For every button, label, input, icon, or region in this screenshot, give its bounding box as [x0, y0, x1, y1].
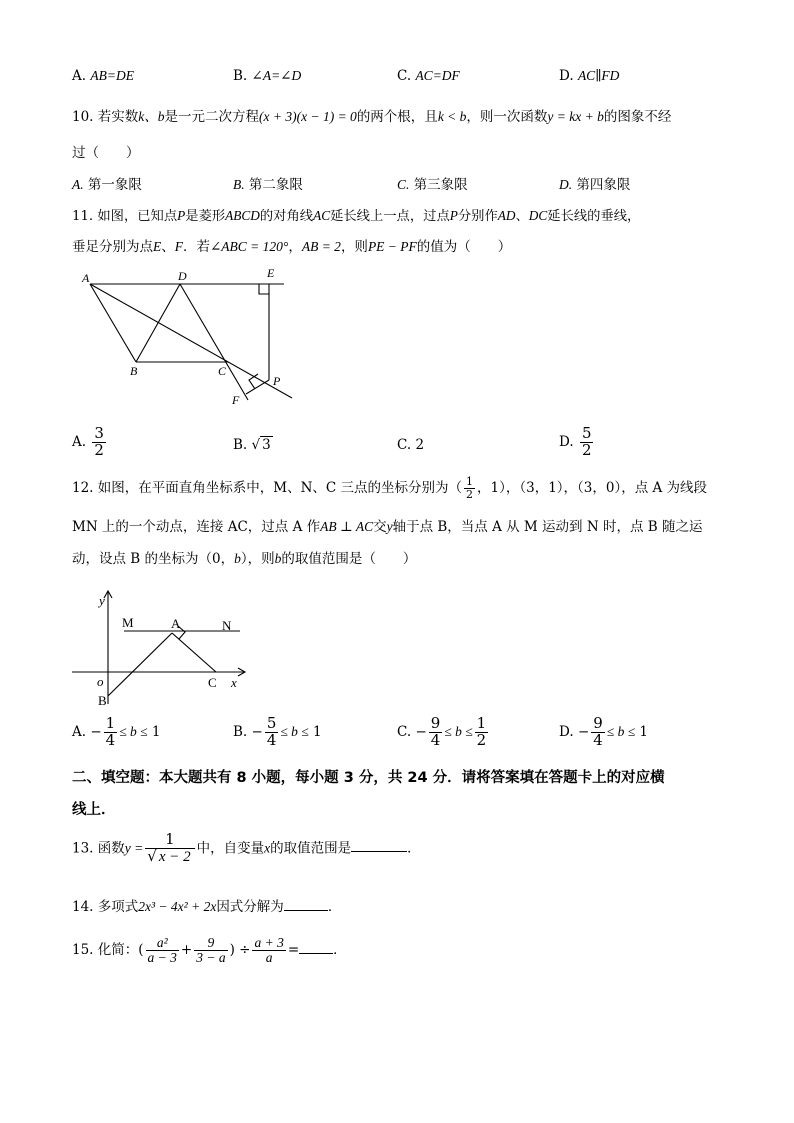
math: 2x³ − 4x² + 2x [138, 899, 217, 914]
label-f: F [232, 393, 240, 407]
inequality: ≤ b ≤ [444, 723, 473, 739]
label-e: E [267, 266, 275, 280]
label-origin: o [97, 674, 104, 689]
q12-option-d [559, 716, 648, 749]
text: 、 [515, 209, 529, 224]
text: ． [333, 942, 347, 959]
coordinate-figure [68, 586, 258, 710]
q12-option-b [233, 716, 322, 749]
minus-sign: − [415, 723, 427, 740]
denominator: 4 [105, 730, 116, 749]
section-2-heading-line-2: 线上． [72, 802, 116, 818]
math: AB = 2 [301, 239, 341, 254]
math: y [386, 519, 393, 534]
option-letter: B. [233, 437, 252, 453]
minus-sign: − [251, 723, 263, 740]
q11-option-c [397, 437, 424, 453]
text: 的值为（ ） [416, 239, 512, 255]
denominator: 4 [593, 730, 603, 749]
denominator: 2 [94, 440, 104, 459]
q9-option-d [559, 68, 619, 84]
label-n: N [222, 618, 232, 633]
sqrt-sign: √ [147, 846, 157, 865]
math: y = [124, 840, 144, 856]
fraction [104, 716, 118, 749]
fraction [145, 832, 194, 866]
upper-bound: 1 [151, 723, 161, 740]
q10-line-2: 过（ ） [72, 145, 140, 161]
label-c: C [218, 364, 227, 378]
q13-line [72, 832, 421, 866]
q11-option-d [559, 426, 595, 459]
q10-line-1 [72, 105, 671, 125]
section-2-heading-line-1: 二、填空题：本大题共有 8 小题，每小题 3 分，共 24 分．请将答案填在答题卡上的对应横 [72, 770, 665, 786]
option-text: 第二象限 [244, 177, 303, 193]
answer-blank[interactable] [284, 898, 328, 911]
q10-option-b [233, 173, 303, 193]
radicand: x − 2 [158, 848, 191, 865]
text: 的对角线 [259, 209, 314, 224]
math: P [449, 208, 458, 223]
math: E [153, 239, 162, 254]
text: 如图，在平面直角坐标系中，M、N、C 三点的坐标分别为（ [97, 480, 463, 496]
math: b [234, 551, 241, 566]
math: P [177, 208, 186, 223]
line-ap [90, 284, 292, 398]
q12-option-c [397, 716, 490, 749]
option-text: ∠A=∠D [251, 68, 302, 83]
q12-line-1 [72, 476, 707, 501]
label-x: x [231, 675, 237, 690]
text: ) ÷ [229, 942, 251, 959]
numerator: 5 [581, 424, 592, 442]
option-letter: B. [233, 68, 252, 84]
numerator: 9 [430, 714, 441, 732]
numerator: 9 [194, 936, 227, 951]
numerator: 9 [593, 714, 603, 732]
question-number: 14. [72, 899, 98, 915]
text: 中，自变量 [196, 840, 265, 857]
rhombus-figure [80, 262, 300, 412]
numerator: a + 3 [254, 935, 284, 950]
text: 的图象不经 [603, 109, 672, 125]
q12-option-a [72, 716, 160, 749]
text: ，1），（3，1），（3，0），点 A 为线段 [477, 480, 708, 496]
option-letter: B. [233, 177, 245, 192]
upper-bound: 1 [639, 723, 649, 740]
text: 多项式 [97, 899, 139, 915]
q14-line [72, 895, 341, 915]
label-p: P [273, 374, 281, 388]
option-letter: C. [397, 177, 410, 192]
upper-bound: 1 [313, 723, 322, 740]
text: MN 上的一个动点，连接 AC，过点 A 作 [72, 519, 321, 535]
q10-option-a [72, 173, 142, 193]
segment-ac [172, 633, 216, 672]
text: 交 [373, 519, 387, 535]
label-m: M [122, 615, 134, 630]
option-text: 第一象限 [83, 177, 142, 193]
fraction [591, 716, 605, 749]
fraction [429, 716, 443, 749]
q11-line-2 [72, 235, 511, 255]
text: 垂足分别为点 [72, 239, 153, 255]
numerator: 5 [266, 714, 277, 732]
math: ∠ABC = 120° [210, 239, 289, 254]
q11-option-b [233, 437, 273, 453]
text: 是一元二次方程 [164, 109, 260, 125]
q9-option-c [397, 68, 460, 84]
question-number: 15. [72, 942, 98, 959]
label-y: y [99, 593, 105, 608]
q11-line-1 [72, 205, 640, 224]
text: ，则一次函数 [466, 109, 548, 125]
option-text: 第三象限 [409, 177, 468, 193]
label-b: B [130, 364, 138, 378]
sqrt-sign: √ [251, 437, 261, 453]
answer-blank[interactable] [299, 941, 333, 954]
denominator: a [265, 950, 273, 966]
text: 、 [161, 239, 175, 255]
text: 如图，已知点 [97, 209, 178, 224]
q11-option-a [72, 426, 108, 459]
segment-ab [108, 633, 172, 696]
math: k、b [138, 109, 165, 124]
fraction [92, 426, 106, 459]
text: 的两个根，且 [356, 109, 438, 125]
option-letter: B. [233, 723, 252, 740]
math: k < b [437, 109, 467, 124]
text: ．若 [183, 239, 210, 255]
equals-sign: = [287, 942, 300, 959]
text: 延长线的垂线， [547, 209, 641, 224]
label-a: A [171, 616, 181, 631]
q10-option-d [559, 173, 630, 193]
option-letter: A. [72, 723, 91, 740]
math: PE − PF [367, 239, 417, 254]
text: 函数 [97, 840, 125, 857]
fraction [464, 476, 475, 500]
option-letter: A. [72, 177, 84, 192]
label-b: B [98, 693, 107, 708]
minus-sign: − [577, 723, 590, 740]
option-letter: A. [72, 433, 91, 450]
plus-sign: + [180, 942, 193, 959]
option-letter: C. [397, 68, 416, 84]
math: b [274, 551, 282, 566]
text: 因式分解为 [216, 899, 284, 915]
text: 若实数 [97, 109, 139, 125]
math: F [174, 239, 183, 254]
text: 分别作 [457, 209, 498, 224]
line-ab [90, 284, 136, 362]
denominator: 3 − a [196, 950, 226, 966]
fraction [194, 936, 227, 965]
question-number: 11. [72, 209, 98, 224]
math: AD [497, 208, 516, 223]
question-number: 13. [72, 840, 98, 857]
label-c: C [208, 675, 217, 690]
fraction [475, 716, 489, 749]
inequality: ≤ b ≤ [606, 723, 636, 739]
denominator: 2 [581, 440, 592, 459]
option-letter: C. [397, 437, 416, 453]
numerator: 1 [466, 475, 474, 489]
math: ABCD [225, 208, 260, 223]
numerator: 1 [145, 832, 194, 849]
label-d: D [178, 269, 187, 283]
option-letter: D. [559, 177, 573, 192]
line-pf [246, 380, 269, 394]
numerator: a² [146, 936, 179, 951]
math: AB ⊥ AC [320, 519, 374, 534]
option-text: 2 [415, 437, 425, 453]
denominator: 4 [266, 730, 277, 749]
option-letter: C. [397, 723, 416, 740]
question-number: 12. [72, 480, 98, 496]
fraction [580, 426, 594, 459]
option-letter: D. [559, 433, 578, 450]
line-df [180, 284, 248, 400]
fraction [252, 936, 285, 965]
q12-line-2 [72, 515, 702, 535]
option-text: 第四象限 [572, 177, 631, 193]
text: 轴于点 B，当点 A 从 M 运动到 N 时，点 B 随之运 [392, 519, 703, 535]
numerator: 1 [476, 714, 487, 732]
minus-sign: − [90, 723, 102, 740]
math: AC [313, 208, 331, 223]
fraction [265, 716, 279, 749]
option-text: AC=DF [415, 68, 460, 83]
denominator: a − 3 [147, 950, 177, 966]
denominator: 2 [476, 730, 487, 749]
denominator: 2 [466, 488, 474, 501]
option-letter: A. [72, 68, 91, 84]
radicand: 3 [262, 437, 271, 453]
q9-option-b [233, 68, 301, 84]
option-letter: D. [559, 723, 578, 740]
option-letter: D. [559, 68, 578, 84]
fraction [146, 936, 179, 965]
label-a: A [82, 271, 90, 285]
answer-blank[interactable] [351, 839, 407, 852]
numerator: 1 [105, 714, 116, 732]
text: 动，设点 B 的坐标为（0， [72, 551, 235, 567]
denominator: 4 [430, 730, 441, 749]
text: 是菱形 [185, 209, 226, 224]
text: 的取值范围是 [270, 840, 352, 857]
option-text: AB=DE [90, 68, 134, 83]
q12-line-3 [72, 547, 416, 567]
right-angle-e [259, 284, 269, 294]
text: ． [407, 840, 421, 857]
math: y = kx + b [547, 109, 604, 124]
math: x [264, 840, 271, 856]
text: 延长线上一点，过点 [330, 209, 450, 224]
text: ，则 [340, 239, 368, 255]
text: ），则 [240, 551, 275, 567]
text: 的取值范围是（ ） [281, 551, 417, 567]
inequality: ≤ b ≤ [280, 723, 309, 739]
numerator: 3 [94, 424, 104, 442]
q9-option-a [72, 68, 134, 84]
question-number: 10. [72, 109, 98, 125]
inequality: ≤ b ≤ [119, 723, 148, 739]
math-equation: (x + 3)(x − 1) = 0 [259, 109, 357, 124]
q10-option-c [397, 173, 468, 193]
q15-line [72, 936, 347, 965]
option-text: AC∥FD [577, 68, 620, 83]
text: 化简：( [97, 942, 144, 959]
text: ． [327, 899, 342, 915]
math: DC [528, 208, 548, 223]
text: ， [288, 239, 302, 255]
